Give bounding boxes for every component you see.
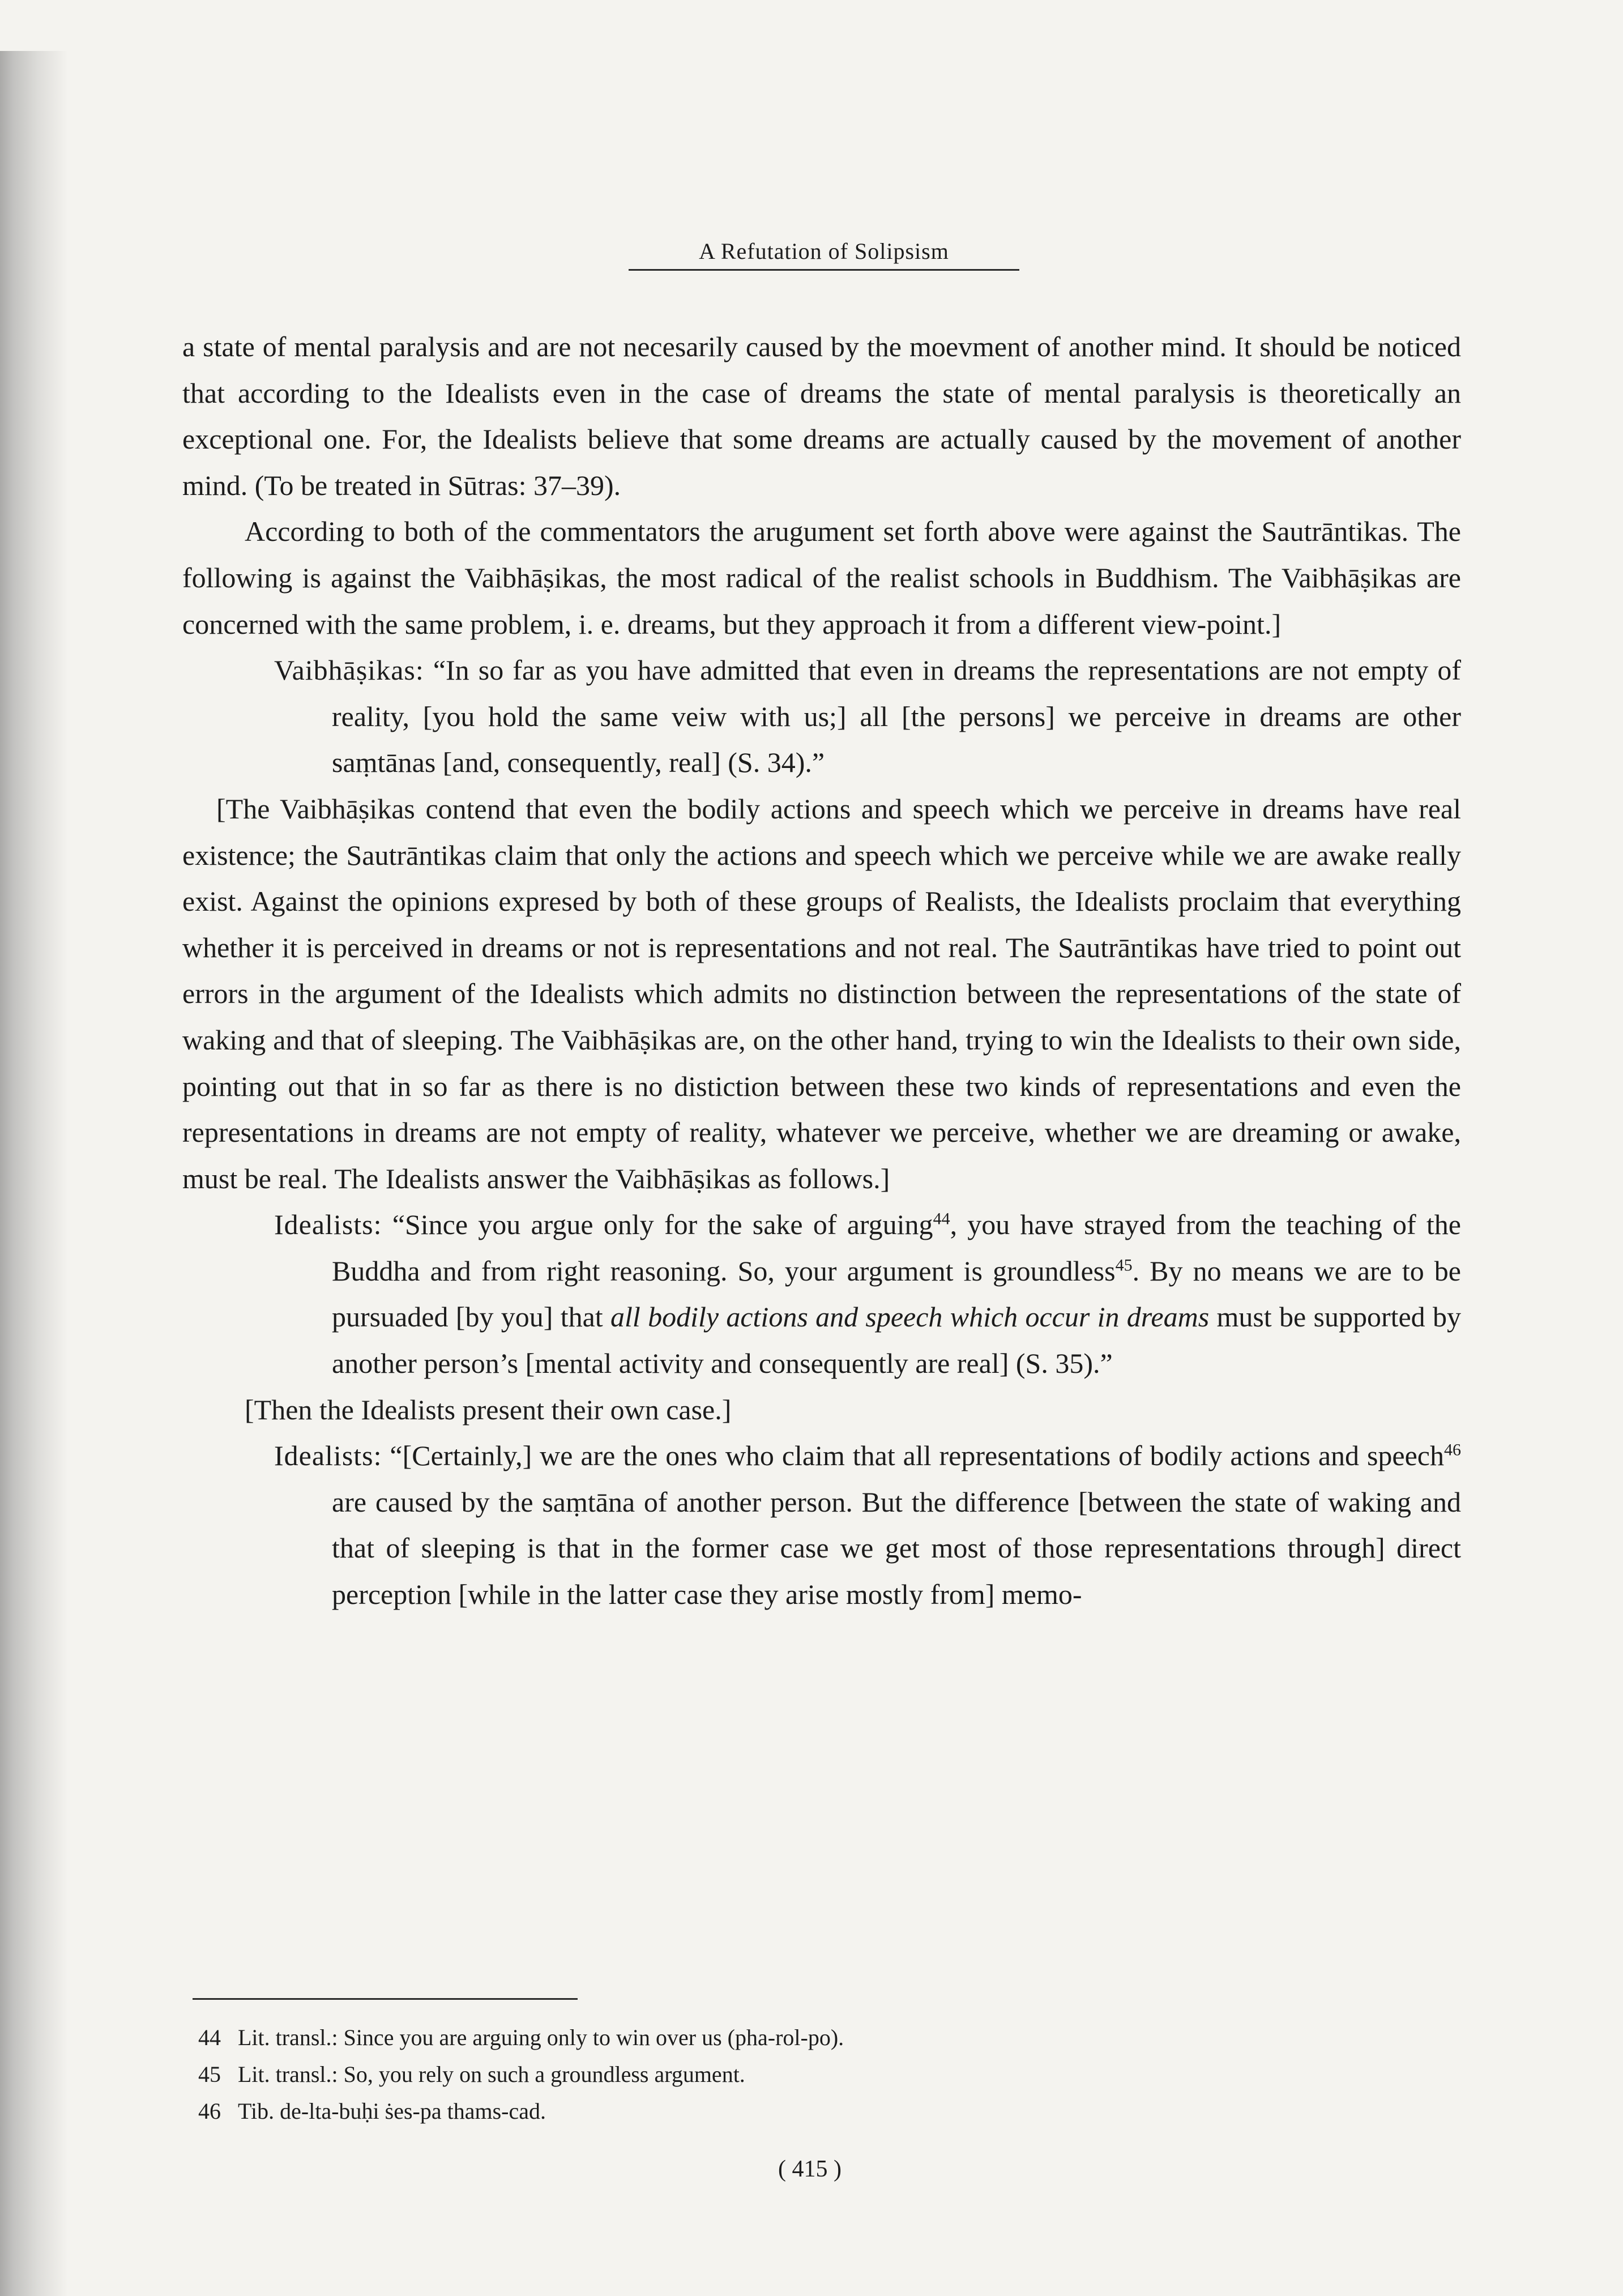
footnote-44 <box>193 2019 1461 2056</box>
quote-text: , you have strayed from the teaching of the Buddha and from right reasoning. So, your argument is groundless <box>332 1209 1461 1287</box>
quote-text: “In so far as you have admitted that even in dreams the representations are not empty of reality, [you hold the same veiw with us;] all [the persons] we perceive in dreams are other saṃtānas [and, consequently, real] (S. 34).” <box>332 654 1461 779</box>
quote-text: . By no means we are to be pursuaded [by you] that <box>332 1254 1461 1333</box>
footnote-number: 44 <box>198 2025 221 2050</box>
quote-idealists-1 <box>182 1202 1461 1386</box>
footnote-number: 46 <box>198 2098 221 2124</box>
speaker-label: Vaibhāṣikas: <box>274 654 424 686</box>
running-header: A Refutation of Solipsism <box>629 238 1019 271</box>
quote-idealists-2 <box>182 1433 1461 1618</box>
paragraph-3: [The Vaibhāṣikas contend that even the bodily actions and speech which we perceive in dreams have real existence; the Sautrāntikas claim that only the actions and speech which we perceive while we are awake really exist. Against the opinions expresed by both of these groups of Realists, the Idealists proclaim that everything whether it is perceived in dreams or not is representations and not real. The Sautrāntikas have tried to point out errors in the argument of the Idealists which admits no distinction between the representations of the state of waking and that of sleeping. The Vaibhāṣikas are, on the other hand, trying to win the Idealists to their own side, pointing out that in so far as there is no distiction between these two kinds of representations and even the representations in dreams are not empty of reality, whatever we perceive, whether we are dreaming or awake, must be real. The Idealists answer the Vaibhāṣikas as follows.] <box>182 792 1461 1194</box>
footnote-46 <box>193 2093 1461 2129</box>
footnote-text: Lit. transl.: So, you rely on such a groundless argument. <box>238 2062 745 2087</box>
main-text <box>182 324 1461 1618</box>
quote-vaibhasikas <box>182 647 1461 786</box>
quote-text: must be supported by another person’s [mental activity and consequently are real] (S. 35).” <box>332 1301 1461 1380</box>
page-number: ( 415 ) <box>778 2156 842 2182</box>
paragraph-2: According to both of the commentators the arugument set forth above were against the Sautrāntikas. The following is against the Vaibhāṣikas, the most radical of the realist schools in Buddhism. The Vaibhāṣikas are concerned with the same problem, i. e. dreams, but they approach it from a different view-point.] <box>182 515 1461 640</box>
italic-phrase: all bodily actions and speech which occur in dreams <box>610 1301 1210 1333</box>
paragraph-1: a state of mental paralysis and are not necesarily caused by the moevment of another mind. It should be noticed that according to the Idealists even in the case of dreams the state of mental paralysis is theoretically an exceptional one. For, the Idealists believe that some dreams are actually caused by the movement of another mind. (To be treated in Sūtras: 37–39). <box>182 331 1461 501</box>
footnote-number: 45 <box>198 2062 221 2087</box>
quote-text: are caused by the saṃtāna of another person. But the difference [between the state of waking and that of sleeping is that in the former case we get most of those representations through] direct perception [while in the latter case they arise mostly from] memo- <box>332 1486 1461 1611</box>
footnote-text: Lit. transl.: Since you are arguing only to win over us (pha-rol-po). <box>238 2025 844 2050</box>
footnotes <box>193 2013 1461 2129</box>
footnote-ref-44: 44 <box>933 1209 950 1228</box>
footnote-ref-45: 45 <box>1115 1256 1133 1275</box>
speaker-label: Idealists: <box>274 1209 382 1241</box>
footnote-45 <box>193 2056 1461 2093</box>
footnote-ref-46: 46 <box>1444 1440 1461 1459</box>
quote-text: “[Certainly,] we are the ones who claim that all representations of bodily actions and speech <box>382 1440 1444 1472</box>
paragraph-4: [Then the Idealists present their own case.] <box>245 1393 732 1426</box>
quote-text: “Since you argue only for the sake of arguing <box>382 1209 933 1241</box>
page-binding-shadow <box>0 51 68 2296</box>
footnote-text: Tib. de-lta-buḥi ṡes-pa thams-cad. <box>238 2098 546 2124</box>
speaker-label: Idealists: <box>274 1440 382 1472</box>
footnote-rule <box>193 1998 578 2000</box>
